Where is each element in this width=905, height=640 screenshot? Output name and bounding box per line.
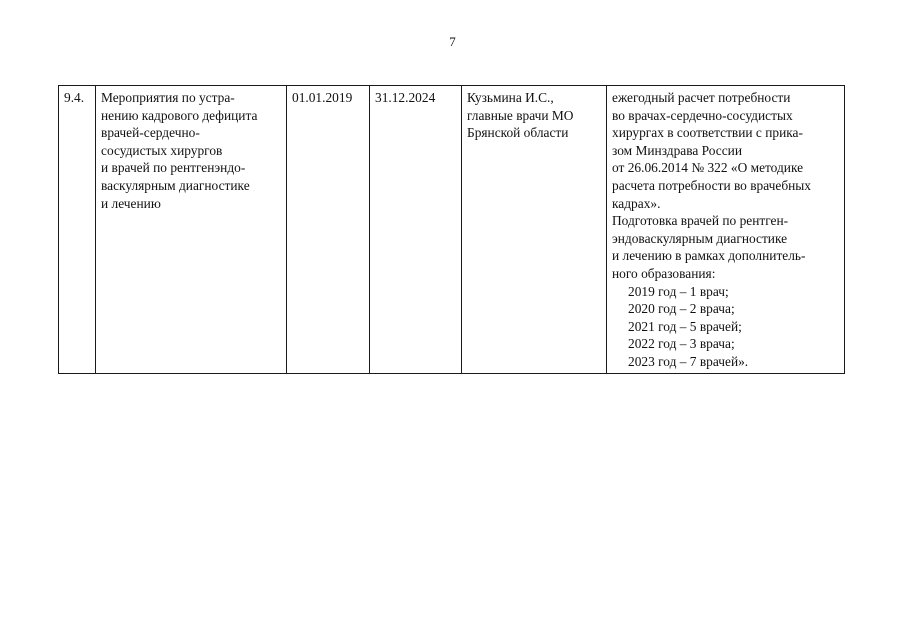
end-date-cell (370, 86, 462, 374)
start-date: 01.01.2019 (292, 90, 353, 105)
plan-line: 2021 год – 5 врачей; (628, 318, 742, 334)
row-number-cell (59, 86, 96, 374)
end-date: 31.12.2024 (375, 90, 436, 105)
result-cell (607, 86, 845, 374)
measure-title-line: сосудистых хирургов (101, 142, 223, 158)
result-line: ежегодный расчет потребности (612, 90, 791, 105)
measure-title-line: и врачей по рентгенэндо- (101, 160, 246, 176)
measure-title-line: Мероприятия по устра- (101, 90, 235, 105)
plan-line: 2019 год – 1 врач; (628, 283, 729, 299)
result-line: ного образования: (612, 265, 716, 281)
result-line: зом Минздрава России (612, 142, 743, 158)
responsible-line: главные врачи МО (467, 107, 574, 123)
measures-table (58, 85, 845, 374)
result-line: кадрах». (612, 195, 661, 211)
result-line: и лечению в рамках дополнитель- (612, 248, 806, 264)
measure-title-line: врачей-сердечно- (101, 125, 200, 141)
result-line: хирургах в соответствии с прика- (612, 125, 803, 141)
start-date-cell (287, 86, 370, 374)
measure-title-cell (96, 86, 287, 374)
measure-title-line: васкулярным диагностике (101, 177, 250, 193)
responsible-cell (462, 86, 607, 374)
plan-line: 2022 год – 3 врача; (628, 336, 735, 352)
plan-line: 2020 год – 2 врача; (628, 301, 735, 317)
row-number: 9.4. (64, 90, 85, 105)
result-line: эндоваскулярным диагностике (612, 230, 788, 246)
result-line: расчета потребности во врачебных (612, 177, 812, 193)
plan-line: 2023 год – 7 врачей». (628, 353, 749, 369)
responsible-line: Кузьмина И.С., (467, 90, 554, 105)
table-row (59, 86, 845, 374)
responsible-line: Брянской области (467, 125, 569, 141)
result-line: Подготовка врачей по рентген- (612, 213, 789, 229)
result-line: во врачах-сердечно-сосудистых (612, 107, 793, 123)
measure-title-line: нению кадрового дефицита (101, 107, 258, 123)
page-number: 7 (449, 34, 456, 49)
measure-title-line: и лечению (101, 195, 161, 211)
result-line: от 26.06.2014 № 322 «О методике (612, 160, 804, 176)
